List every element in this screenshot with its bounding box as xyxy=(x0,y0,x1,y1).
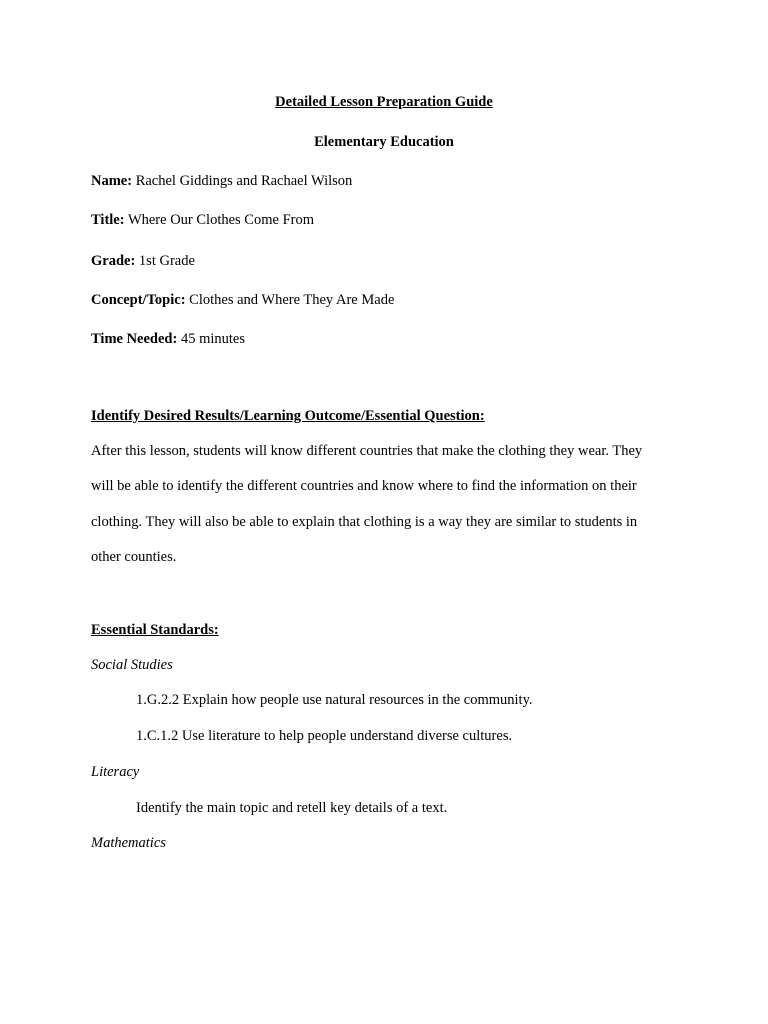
title-field xyxy=(91,211,314,229)
outcome-line: other counties. xyxy=(91,549,177,565)
concept-value: Clothes and Where They Are Made xyxy=(189,292,395,308)
grade-label: Grade: xyxy=(91,253,136,269)
concept-label: Concept/Topic: xyxy=(91,292,186,308)
name-value: Rachel Giddings and Rachael Wilson xyxy=(135,173,353,189)
standard-item: Identify the main topic and retell key details of a text. xyxy=(136,800,448,816)
name-field xyxy=(91,172,352,190)
time-field xyxy=(91,330,245,348)
outcome-line: clothing. They will also be able to explain that clothing is a way they are similar to students in xyxy=(91,514,638,530)
literacy-label: Literacy xyxy=(91,764,140,780)
outcome-line: After this lesson, students will know different countries that make the clothing they wear. They xyxy=(91,443,643,459)
title-label: Title: xyxy=(91,212,125,228)
standards-heading: Essential Standards: xyxy=(91,622,219,638)
name-label: Name: xyxy=(91,173,133,189)
concept-field xyxy=(91,291,394,309)
time-label: Time Needed: xyxy=(91,331,178,347)
outcome-heading: Identify Desired Results/Learning Outcome/Essential Question: xyxy=(91,408,485,424)
outcome-line: will be able to identify the different countries and know where to find the information on their xyxy=(91,478,637,494)
document-title: Detailed Lesson Preparation Guide xyxy=(275,94,493,110)
grade-field xyxy=(91,252,195,270)
time-value: 45 minutes xyxy=(180,331,245,347)
social-studies-label: Social Studies xyxy=(91,657,173,673)
grade-value: 1st Grade xyxy=(138,253,195,269)
standard-item: 1.G.2.2 Explain how people use natural resources in the community. xyxy=(136,692,533,708)
title-value: Where Our Clothes Come From xyxy=(127,212,314,228)
standard-item: 1.C.1.2 Use literature to help people understand diverse cultures. xyxy=(136,728,513,744)
document-subtitle: Elementary Education xyxy=(314,134,454,150)
mathematics-label: Mathematics xyxy=(91,835,166,851)
